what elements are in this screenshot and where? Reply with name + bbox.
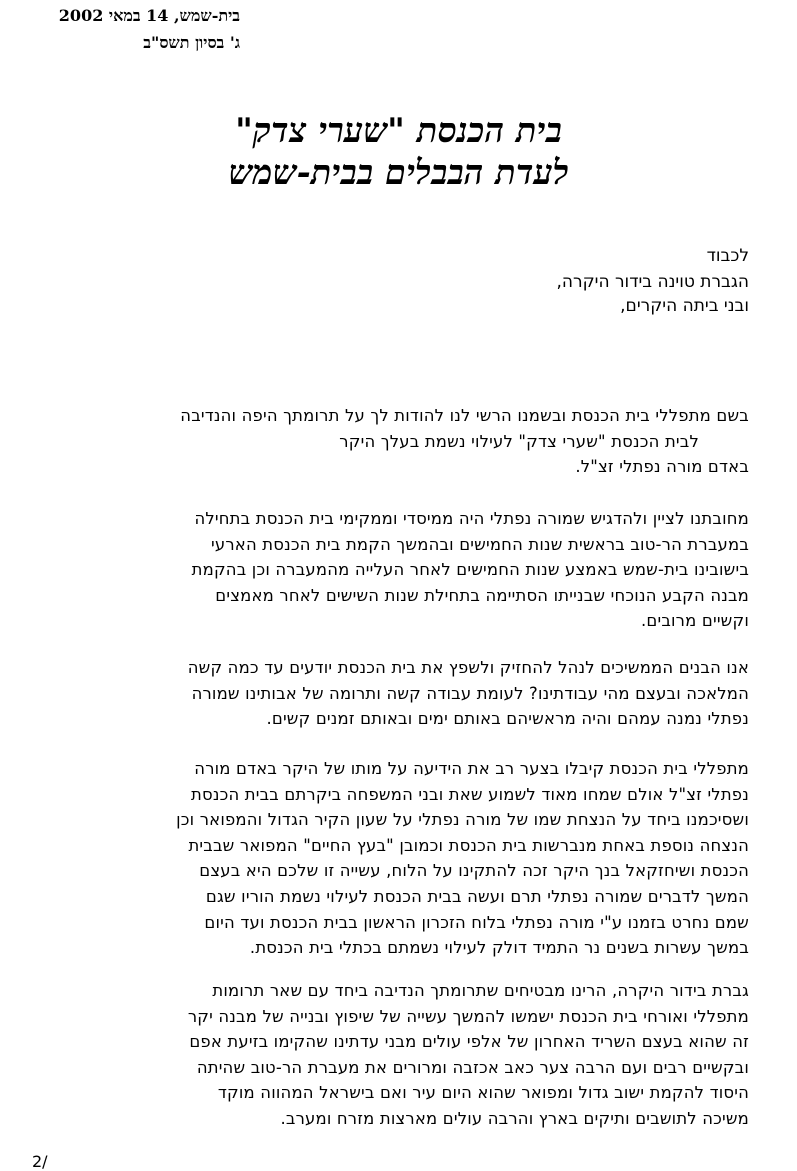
paragraph-line: נפתלי נמנה עמהם והיה מראשיהם באותם ימים ובאותם זמנים קשים. [266,709,749,729]
paragraph-line: היסוד להקמת ישוב גדול ומפואר שהוא היום עיר ואם בישראל המהווה מוקד [217,1083,749,1103]
paragraph-3 [44,655,749,732]
paragraph-line: מבנה הקבע הנוכחי שבנייתו הסתיימה בתחילת שנות השישים לאחר מאמצים [215,585,749,605]
paragraph-line: במעברת הר-טוב בראשית שנות החמישים ובהמשך הקמת בית הכנסת הארעי [211,534,749,554]
recipient-salutation: לכבוד [706,246,749,266]
paragraph-5 [44,978,749,1132]
recipient-line-1: הגברת טוינה בידור היקרה, [556,272,749,292]
paragraph-line: ובקשיים רבים ועם הרבה צער כאב אכזבה ומרורים את מעברת הר-טוב שהיתה [196,1057,749,1077]
paragraph-line: הנצחה נוספת באחת מנברשות בית הכנסת וכמובן "בעץ החיים" המפואר שבבית [188,835,749,855]
recipient-line-2: ובני ביתה היקרים, [620,296,749,316]
title-line-1: בית הכנסת "שערי צדק" [235,111,562,151]
paragraph-line: בישובינו בית-שמש באמצע שנות החמישים לאחר העלייה מהמעברה וכן בהקמת [191,560,749,580]
paragraph-line: בשם מתפללי בית הכנסת ובשמנו הרשי לנו להודות לך על תרומתך היפה והנדיבה [180,406,749,425]
paragraph-line: המלאכה ובעצם מהי עבודתינו? לעומת עבודה קשה ותרומה של אבותינו שמורה [191,683,749,703]
paragraph-line: לבית הכנסת "שערי צדק" לעילוי נשמת בעלך היקר [339,431,699,451]
date-gregorian: בית-שמש, 14 במאי 2002 [58,6,240,25]
paragraph-line: במשך עשרות בשנים נר התמיד דולק לעילוי נשמתם בכתלי בית הכנסת. [249,938,749,958]
paragraph-line: גברת בידור היקרה, הרינו מבטיחים שתרומתך הנדיבה ביחד עם שאר תרומות [212,981,749,1000]
paragraph-line: באדם מורה נפתלי זצ"ל. [575,457,749,477]
paragraph-line: המשך לדברים שמורה נפתלי תרם ועשה בבית הכנסת לעילוי נשמת הוריו שגם [205,886,749,906]
paragraph-line: אנו הבנים הממשיכים לנהל להחזיק ולשפץ את בית הכנסת יודעים עד כמה קשה [187,658,749,677]
paragraph-4 [44,756,749,961]
date-hebrew: ג' בסיון תשס"ב [143,33,240,52]
paragraph-line: מתפללי ואורחי בית הכנסת ישמשו להמשך עשייה של שיפוץ ובנייה של מבנה יקר [187,1006,749,1026]
title-line-2: לעדת הבבלים בבית-שמש [228,153,569,193]
paragraph-line: שמם נחרט בזמנו ע"י מורה נפתלי בלוח הזכרון הראשון בבית הכנסת ועד היום [204,912,749,932]
paragraph-line: משיכה לתושבים ותיקים בארץ והרבה עולים מארצות מזרח ומערב. [280,1108,749,1128]
page-number: 2/ [32,1152,48,1171]
paragraph-line: מחובתנו לציין ולהדגיש שמורה נפתלי היה ממיסדי וממקימי בית הכנסת בתחילה [194,509,749,528]
paragraph-line: זה שהוא בעצם השריד האחרון של אלפי עולים מבני עדתינו שהקימו בזיעת אפם [189,1032,749,1052]
paragraph-1 [44,403,749,480]
paragraph-line: נפתלי זצ"ל אולם שמחו מאוד לשמוע שאת ובני המשפחה ביקרתם בבית הכנסת [191,784,749,804]
paragraph-line: וקשיים מרובים. [640,611,749,631]
paragraph-line: הכנסת ושיחזקאל בנך היקר זכה להתקינו על הלוח, עשייה זו שלכם היא בעצם [199,861,749,881]
paragraph-line: ושסיכמנו ביחד על הנצחת שמו של מורה נפתלי על שעון הקיר הגדול והמפואר וכן [176,810,749,830]
paragraph-2 [44,506,749,634]
paragraph-line: מתפללי בית הכנסת קיבלו בצער רב את הידיעה על מותו של היקר באדם מורה [194,759,749,778]
